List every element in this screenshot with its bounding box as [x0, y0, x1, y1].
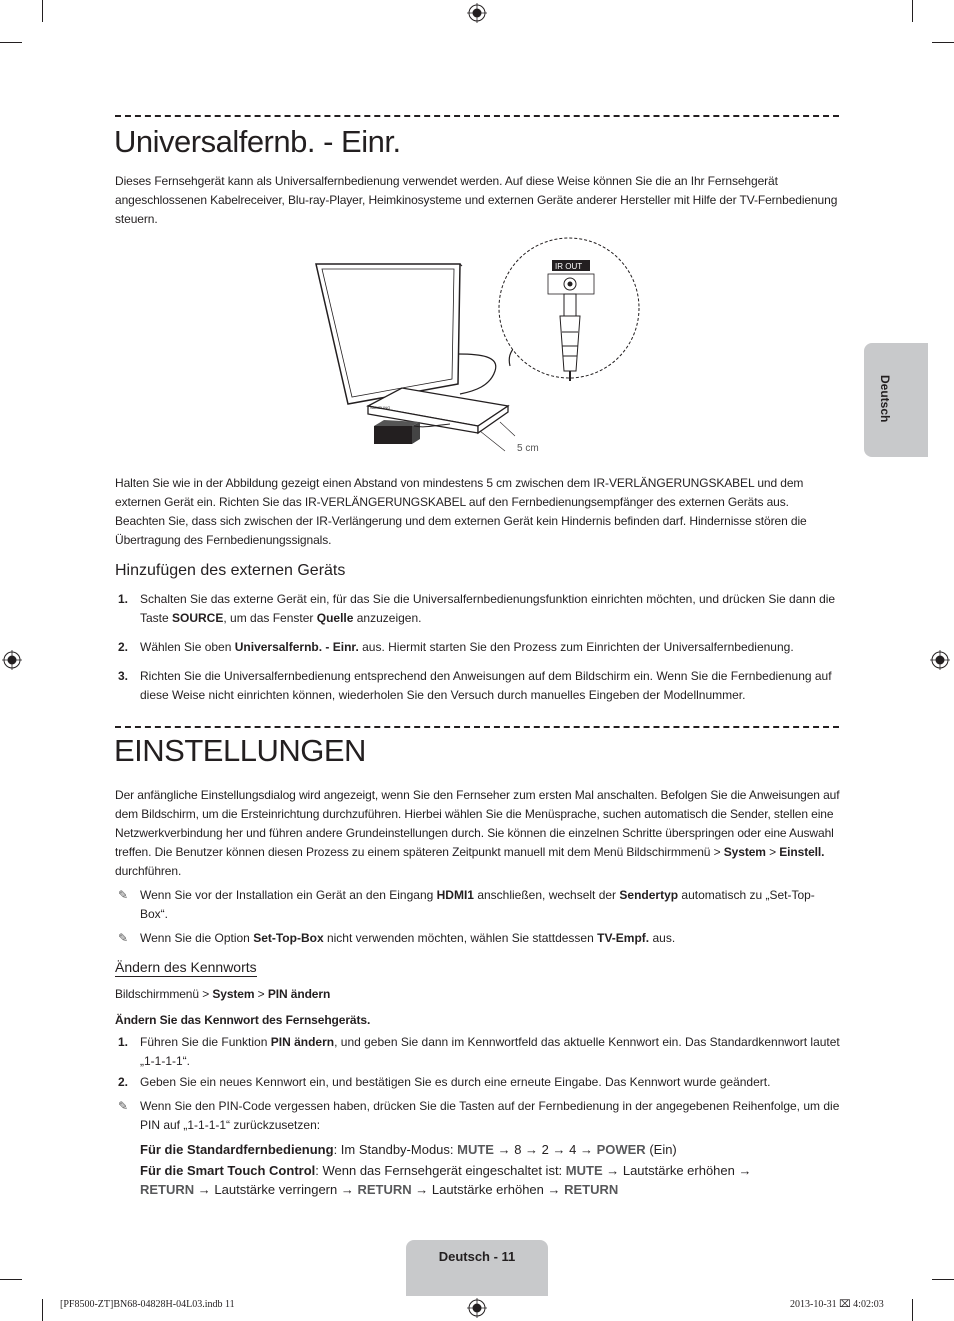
registration-mark-icon — [930, 650, 950, 670]
list-item: 3. Richten Sie die Universalfernbedienung entsprechend den Anweisungen auf dem Bildschirm ein. Wenn Sie die Fernbedienung auf diese Weise nicht einrichten können, wiederholen Sie den Versuch durch manuelles Eingeben der Modellnummer. — [118, 669, 832, 702]
step-number: 2. — [118, 640, 129, 654]
menu-path: Bildschirmmenü > System > PIN ändern — [115, 987, 331, 1001]
crop-mark — [912, 0, 913, 22]
registration-mark-icon — [467, 3, 487, 23]
ir-out-label: IR OUT — [555, 262, 583, 271]
section-title: EINSTELLUNGEN — [114, 733, 366, 768]
list-item: 2. Wählen Sie oben Universalfernb. - Einr. aus. Hiermit starten Sie den Prozess zum Einrichten der Universalfernbedienung. — [115, 638, 840, 657]
registration-mark-icon — [2, 650, 22, 670]
footer-timestamp: 2013-10-31 ⌧ 4:02:03 — [790, 1299, 884, 1310]
step-number: 2. — [118, 1075, 129, 1089]
subheading-add-device: Hinzufügen des externen Geräts — [115, 562, 346, 579]
language-tab — [864, 343, 928, 457]
note-icon: ✎ — [118, 888, 129, 902]
language-tab-label: Deutsch — [878, 375, 892, 423]
step-number: 3. — [118, 669, 129, 683]
step-number: 1. — [118, 1035, 129, 1049]
section-title: Universalfernb. - Einr. — [114, 124, 401, 159]
smart-touch-sequence: Für die Smart Touch Control: Wenn das Fernsehgerät eingeschaltet ist: MUTE → Lautstärke erhöhen → RETURN → Lautstärke verringern → RETURN → Lautstärke erhöhen → RETURN — [140, 1163, 752, 1197]
section-divider — [115, 726, 839, 728]
crop-mark — [932, 1279, 954, 1280]
note-item: ✎ Wenn Sie den PIN-Code vergessen haben, drücken Sie die Tasten auf der Fernbedienung in der angegebenen Reihenfolge, um die PIN auf „1-1-1-1“ zurückzusetzen: — [118, 1099, 840, 1132]
setup-intro-paragraph: Der anfängliche Einstellungsdialog wird angezeigt, wenn Sie den Fernseher zum ersten Mal anschalten. Befolgen Sie die Anweisungen auf dem Bildschirm, um die Ersteinrichtung durchzuführen. Hierbei wählen Sie die Menüsprache, suchen automatisch die Sender, stellen eine Netzwerkverbindung her und führen andere Grundeinstellungen durch. Sie können die einzelnen Schritte überspringen oder eine Auswahl treffen. Die Benutzer können diesen Prozess zu einem späteren Zeitpunkt manuell mit dem Menü Bildschirmmenü > System > Einstell. durchführen. — [115, 788, 840, 878]
crop-mark — [0, 42, 22, 43]
note-item: ✎ Wenn Sie die Option Set-Top-Box nicht verwenden möchten, wählen Sie stattdessen TV-Empf. aus. — [115, 929, 840, 948]
page-number-tab — [406, 1240, 548, 1296]
list-item: 1. Führen Sie die Funktion PIN ändern, und geben Sie dann im Kennwortfeld das aktuelle Kennwort ein. Das Standardkennwort lautet „1-1-1-1“. — [118, 1035, 840, 1068]
subheading-change-password: Ändern des Kennworts — [115, 959, 257, 975]
footer-file-info: [PF8500-ZT]BN68-04828H-04L03.indb 11 — [60, 1299, 235, 1310]
standard-remote-sequence: Für die Standardfernbedienung: Im Standby-Modus: MUTE → 8 → 2 → 4 → POWER (Ein) — [140, 1142, 677, 1157]
crop-mark — [912, 1299, 913, 1321]
note-icon: ✎ — [118, 1099, 129, 1113]
crop-mark — [42, 1299, 43, 1321]
distance-paragraph: Halten Sie wie in der Abbildung gezeigt einen Abstand von mindestens 5 cm zwischen dem IR-VERLÄNGERUNGSKABEL und dem externen Gerät ein. Richten Sie das IR-VERLÄNGERUNGSKABEL auf den Fernbedienungsempfänger des externen Geräts aus. Beachten Sie, dass sich zwischen der IR-Verlängerung und dem externen Gerät kein Hindernis befinden darf. Hindernisse stören die Übertragung des Fernbedienungssignals. — [115, 476, 807, 547]
note-icon: ✎ — [118, 931, 129, 945]
ir-extender-illustration — [310, 236, 645, 461]
crop-mark — [0, 1279, 22, 1280]
intro-paragraph: Dieses Fernsehgerät kann als Universalfernbedienung verwendet werden. Auf diese Weise können Sie die an Ihr Fernsehgerät angeschlossenen Kabelreceiver, Blu-ray-Player, Heimkinosysteme und externen Geräte anderer Hersteller mit Hilfe der TV-Fernbedienung steuern. — [115, 174, 838, 226]
note-item: ✎ Wenn Sie vor der Installation ein Gerät an den Eingang HDMI1 anschließen, wechselt der Sendertyp automatisch zu „Set-Top-Box“. — [118, 888, 815, 921]
page-number: Deutsch - 11 — [438, 1249, 516, 1264]
list-item: 1. Schalten Sie das externe Gerät ein, für das Sie die Universalfernbedienungsfunktion einrichten möchten, und drücken Sie dann die Taste SOURCE, um das Fenster Quelle anzuzeigen. — [118, 592, 836, 625]
section-divider — [115, 115, 839, 117]
crop-mark — [932, 42, 954, 43]
figure-brand-label: SAMSUNG — [370, 405, 391, 410]
distance-label: 5 cm — [517, 443, 539, 454]
lead-text: Ändern Sie das Kennwort des Fernsehgeräts. — [115, 1013, 371, 1027]
step-number: 1. — [118, 592, 129, 606]
list-item: 2. Geben Sie ein neues Kennwort ein, und bestätigen Sie es durch eine erneute Eingabe. Das Kennwort wurde geändert. — [115, 1073, 840, 1092]
registration-mark-icon — [467, 1298, 487, 1318]
crop-mark — [42, 0, 43, 22]
